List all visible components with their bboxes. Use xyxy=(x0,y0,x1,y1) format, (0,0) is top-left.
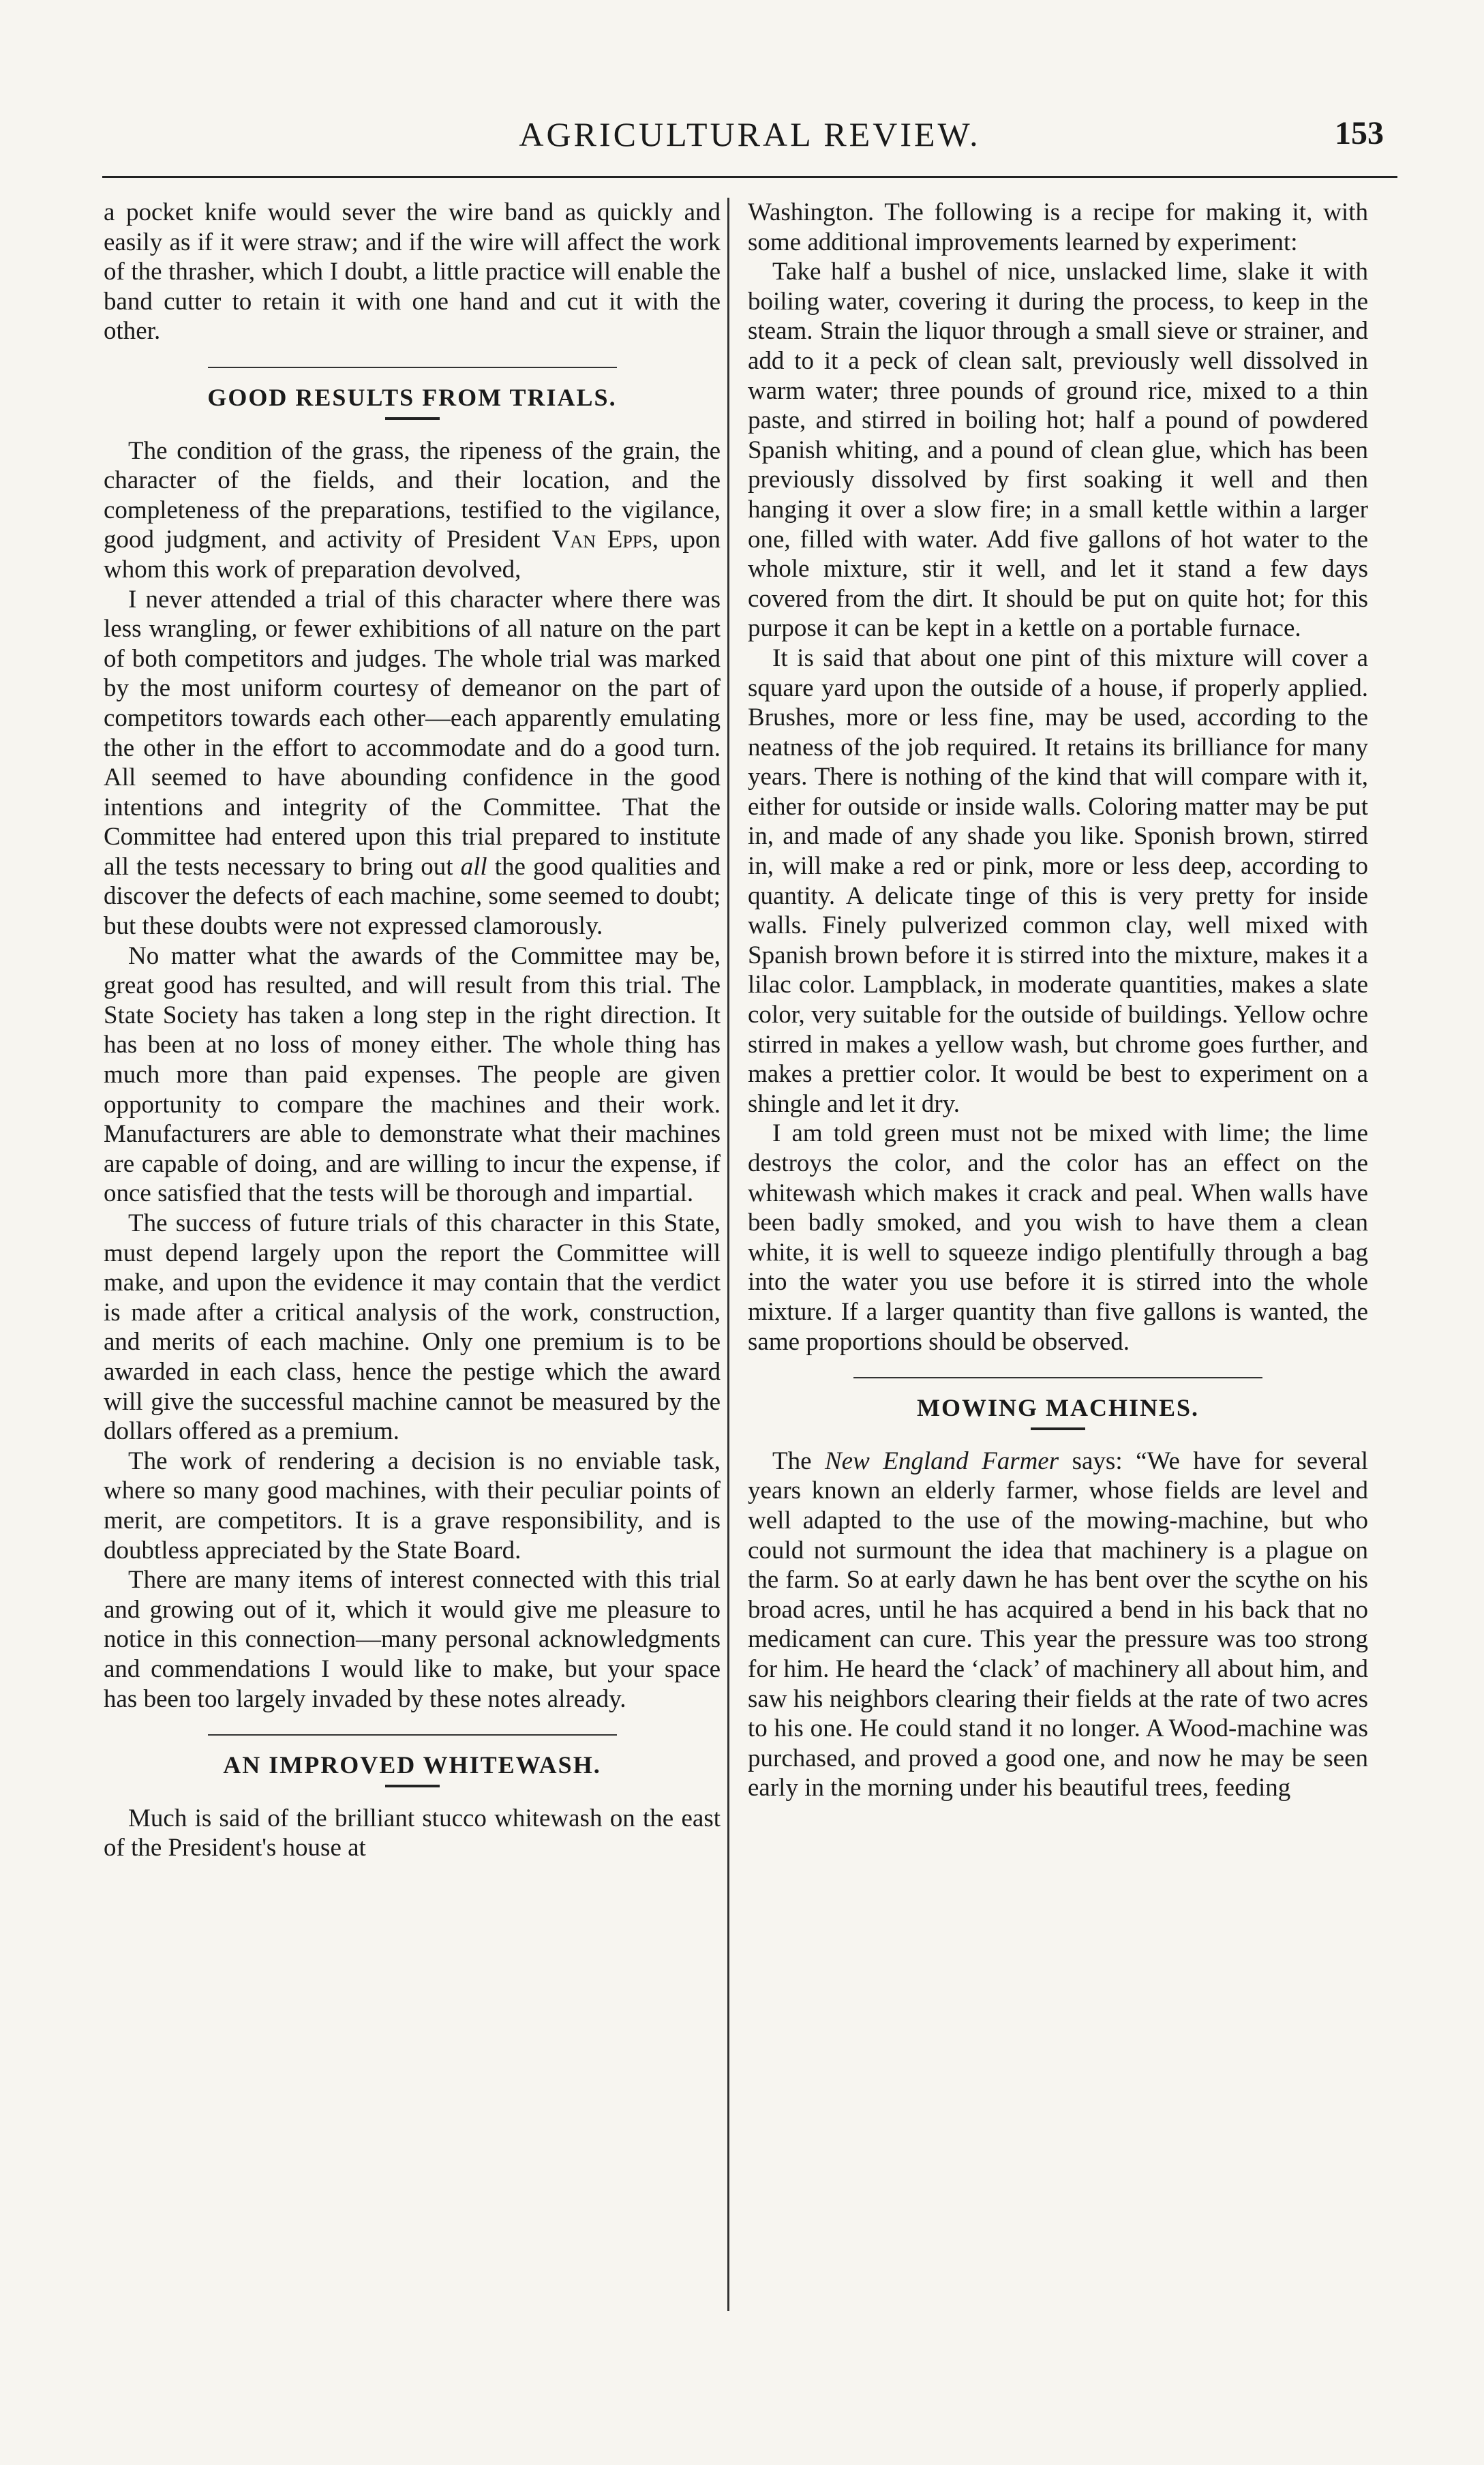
paragraph: The New England Farmer says: “We have for several years known an elderly farmer, whose fields are level and well adapted to the use of the mowing-machine, but who could not surmount the idea that machinery is a plague on the farm. So at early dawn he has bent over the scythe on his broad acres, until he has acquired a bend in his back that no medicament can cure. This year the pressure was too strong for him. He heard the ‘clack’ of machinery all about him, and saw his neighbors clearing their fields at the rate of two acres to his one. He could stand it no longer. A Wood-machine was purchased, and proved a good one, and now he may be seen early in the morning under his beautiful trees, feeding xyxy=(748,1447,1369,1802)
column-divider xyxy=(727,198,729,2311)
heading-good-results: GOOD RESULTS FROM TRIALS. xyxy=(207,383,617,411)
paragraph: No matter what the awards of the Committee may be, great good has resulted, and will result from this trial. The State Society has taken a long step in the right direction. It has been at no loss of money either. The whole thing has much more than paid expenses. The people are given opportunity to compare the machines and their work. Manufacturers are able to demonstrate what their machines are capable of doing, and are willing to incur the expense, if once satisfied that the tests will be thorough and impartial. xyxy=(104,941,721,1208)
header-rule xyxy=(102,176,1397,178)
right-column xyxy=(748,198,1368,1803)
continuation-paragraph: a pocket knife would sever the wire band as quickly and easily as if it were straw; and if the wire will affect the work of the thrasher, which I doubt, a little practice will enable the band cutter to retain it with one hand and cut it with the other. xyxy=(104,198,721,346)
paragraph: The work of rendering a decision is no enviable task, where so many good machines, with their peculiar points of merit, are competitors. It is a grave responsibility, and is doubtless appreciated by the State Board. xyxy=(104,1447,721,1564)
recipe-paragraph: Take half a bushel of nice, unslacked lime, slake it with boiling water, covering it during the process, to keep in the steam. Strain the liquor through a small sieve or strainer, and add to it a peck of clean salt, previously well dissolved in warm water; three pounds of ground rice, mixed to a thin paste, and stirred in boiling hot; half a pound of powdered Spanish whiting, and a pound of clean glue, which has been previously dissolved by first soaking it well and then hanging it over a slow fire; in a small kettle within a larger one, filled with water. Add five gallons of hot water to the whole mixture, stir it well, and let it stand a few days covered from the dirt. It should be put on quite hot; for this purpose it can be kept in a kettle on a portable furnace. xyxy=(748,258,1368,643)
paragraph: I never attended a trial of this character where there was less wrangling, or fewer exhibitions of all nature on the part of both competitors and judges. The whole trial was marked by the most uniform courtesy of demeanor on the part of competitors towards each other—each apparently emulating the other in the effort to accommodate and do a good turn. All seemed to have abounding confidence in the good intentions and integrity of the Committee. That the Committee had entered upon this trial prepared to institute all the tests necessary to bring out all the good qualities and discover the defects of each machine, some seemed to doubt; but these doubts were not expressed clamorously. xyxy=(104,585,721,941)
journal-title: AGRICULTURAL REVIEW. xyxy=(519,115,981,153)
continuation-paragraph: Washington. The following is a recipe for making it, with some additional improvements learned by experiment: xyxy=(748,198,1368,256)
section-divider xyxy=(208,1734,617,1736)
publication-name: New England Farmer xyxy=(825,1447,1059,1475)
paragraph: I am told green must not be mixed with lime; the lime destroys the color, and the color has an effect on the whitewash which makes it crack and peal. When walls have been badly smoked, and you wish to have them a clean white, it is well to squeeze indigo plentifully through a bag into the water you use before it is stirred into the whole mixture. If a larger quantity than five gallons is wanted, the same proportions should be observed. xyxy=(748,1119,1368,1356)
left-column xyxy=(104,198,721,1863)
paragraph: There are many items of interest connected with this trial and growing out of it, which it would give me pleasure to notice in this connection—many personal acknowledgments and commendations I would like to make, but your space has been too largely invaded by these notes already. xyxy=(104,1566,721,1713)
person-name: Van Epps xyxy=(551,526,652,554)
section-divider xyxy=(853,1377,1262,1378)
paragraph: It is said that about one pint of this mixture will cover a square yard upon the outside of a house, if properly applied. Brushes, more or less fine, may be used, according to the neatness of the job required. It retains its brilliance for many years. There is nothing of the kind that will compare with it, either for outside or inside walls. Coloring matter may be put in, and made of any shade you like. Sponish brown, stirred in, will make a red or pink, more or less deep, according to quantity. A delicate tinge of this is very pretty for inside walls. Finely pulverized common clay, well mixed with Spanish brown before it is stirred into the mixture, makes it a lilac color. Lampblack, in moderate quantities, makes a slate color, very suitable for the outside of buildings. Yellow ochre stirred in makes a yellow wash, but chrome goes further, and makes a prettier color. It would be best to experiment on a shingle and let it dry. xyxy=(748,644,1368,1118)
paragraph: The success of future trials of this character in this State, must depend largely upon the report the Committee will make, and upon the evidence it may contain that the verdict is made after a critical analysis of the work, construction, and merits of each machine. Only one premium is to be awarded in each class, hence the pestige which the award will give the successful machine cannot be measured by the dollars offered as a premium. xyxy=(104,1209,721,1446)
heading-dash xyxy=(385,417,440,420)
emphasis: all xyxy=(460,852,487,881)
running-header xyxy=(102,115,1397,169)
paragraph: Much is said of the brilliant stucco whitewash on the east of the President's house at xyxy=(104,1804,721,1862)
heading-mowing-machines: MOWING MACHINES. xyxy=(916,1394,1199,1422)
section-divider xyxy=(208,367,617,368)
heading-dash xyxy=(1031,1427,1085,1430)
heading-improved-whitewash: AN IMPROVED WHITEWASH. xyxy=(223,1751,601,1779)
heading-dash xyxy=(385,1785,440,1787)
paragraph: The condition of the grass, the ripeness of the grain, the character of the fields, and their location, and the completeness of the preparations, testified to the vigilance, good judgment, and activity of President Van Epps, upon whom this work of preparation devolved, xyxy=(104,436,721,584)
page-number: 153 xyxy=(1335,115,1384,151)
